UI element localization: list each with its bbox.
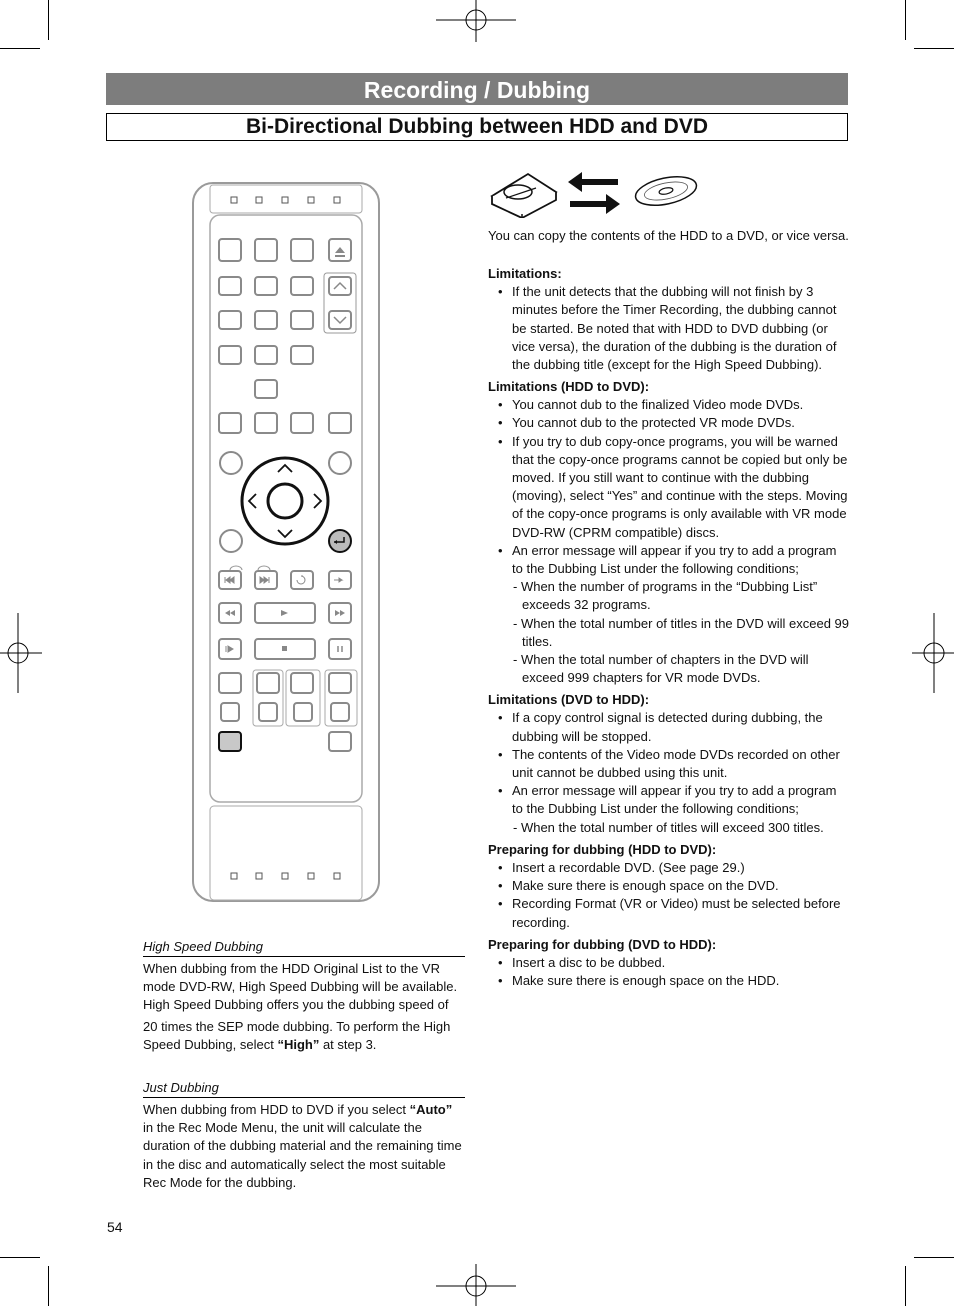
list-item: • Make sure there is enough space on the HDD. [488, 972, 850, 990]
registration-mark-icon [436, 0, 516, 42]
list-item: • An error message will appear if you try to add a program to the Dubbing List under the following conditions; [488, 542, 850, 578]
note-text-just-dubbing: When dubbing from HDD to DVD if you select “Auto” in the Rec Mode Menu, the unit will calculate the duration of the dubbing material and the remaining time in the disc and automatically select the most suitable Rec Mode for the dubbing. [143, 1102, 462, 1190]
list-subitem: - When the number of programs in the “Dubbing List” exceeds 32 programs. [513, 579, 818, 613]
list-item: • An error message will appear if you try to add a program to the Dubbing List under the following conditions; [488, 782, 850, 818]
intro-text: You can copy the contents of the HDD to a DVD, or vice versa. [488, 228, 849, 243]
section-heading: Preparing for dubbing (DVD to HDD): [488, 936, 717, 952]
list-item: • You cannot dub to the protected VR mode DVDs. [488, 414, 850, 432]
dvd-disc-icon [632, 174, 700, 208]
list-item: • You cannot dub to the finalized Video mode DVDs. [488, 396, 850, 414]
section-limitations [488, 265, 850, 374]
list-item: • The contents of the Video mode DVDs recorded on other unit cannot be dubbed using this unit. [488, 746, 850, 782]
list-item: • If you try to dub copy-once programs, you will be warned that the copy-once programs cannot be copied but only be moved. If you still want to continue with the dubbing (moving), select “Yes” and continue with the steps. Moving of the copy-once programs is only available with VR mode DVD-RW (CPRM compatible) discs. [488, 433, 850, 542]
section-preparing-dvd-to-hdd [488, 936, 850, 990]
page-number: 54 [107, 1219, 123, 1235]
bidirectional-arrows-icon [566, 170, 622, 218]
section-heading: Limitations (DVD to HDD): [488, 692, 650, 708]
note-text-high-speed-dubbing-part1: When dubbing from the HDD Original List to the VR mode DVD-RW, High Speed Dubbing will be available. High Speed Dubbing offers you the dubbing speed of [143, 961, 458, 1013]
section-heading: Limitations (HDD to DVD): [488, 379, 650, 395]
hdd-icon [488, 168, 560, 218]
section-limitations-dvd-to-hdd [488, 691, 850, 836]
section-limitations-hdd-to-dvd [488, 378, 850, 687]
list-item: • If the unit detects that the dubbing will not finish by 3 minutes before the Timer Recording, the dubbing cannot be started. Be noted that with HDD to DVD dubbing (or vice versa), the duration of the dubbing is the duration of the dubbing title (except for the High Speed Dubbing). [488, 283, 850, 374]
section-heading: Preparing for dubbing (HDD to DVD): [488, 841, 717, 857]
list-item: • If a copy control signal is detected during dubbing, the dubbing will be stopped. [488, 709, 850, 745]
list-item: • Recording Format (VR or Video) must be selected before recording. [488, 895, 850, 931]
section-banner: Recording / Dubbing [106, 73, 848, 105]
note-text-high-speed-dubbing-part2: 20 times the SEP mode dubbing. To perform the High Speed Dubbing, select “High” at step 3. [143, 1018, 451, 1052]
note-label-just-dubbing: Just Dubbing [143, 1080, 465, 1098]
note-label-high-speed-dubbing: High Speed Dubbing [143, 939, 465, 957]
list-item: • Insert a disc to be dubbed. [488, 954, 850, 972]
page-title: Bi-Directional Dubbing between HDD and DVD [106, 113, 848, 141]
section-heading: Limitations: [488, 266, 562, 282]
list-subitem: - When the total number of titles will exceed 300 titles. [513, 819, 824, 835]
section-preparing-hdd-to-dvd [488, 841, 850, 932]
list-subitem: - When the total number of titles in the DVD will exceed 99 titles. [513, 615, 849, 649]
list-item: • Make sure there is enough space on the DVD. [488, 877, 850, 895]
registration-mark-icon [436, 1264, 516, 1306]
list-subitem: - When the total number of chapters in the DVD will exceed 999 chapters for VR mode DVDs. [513, 652, 809, 686]
registration-mark-icon [912, 613, 954, 693]
list-item: • Insert a recordable DVD. (See page 29.) [488, 859, 850, 877]
registration-mark-icon [0, 613, 42, 693]
remote-control-illustration [190, 180, 382, 905]
